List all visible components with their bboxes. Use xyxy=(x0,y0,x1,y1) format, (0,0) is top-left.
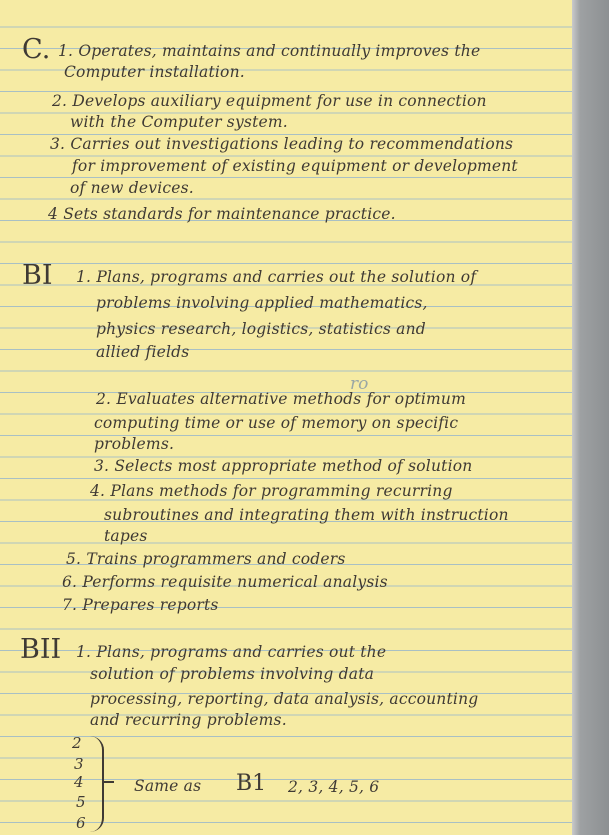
section-b1-line: 4. Plans methods for programming recurring xyxy=(90,482,453,500)
section-c-line: of new devices. xyxy=(70,179,194,197)
section-b1-line: problems. xyxy=(94,435,175,453)
section-c-line: Computer installation. xyxy=(64,63,245,81)
section-b1-line: physics research, logistics, statistics and xyxy=(96,320,426,338)
section-b1-line: tapes xyxy=(104,527,148,545)
section-c-line: with the Computer system. xyxy=(70,113,288,131)
section-c-line: 1. Operates, maintains and continually improves the xyxy=(58,42,481,60)
section-b1-line: allied fields xyxy=(96,343,190,361)
scan-background-edge xyxy=(572,0,609,835)
item-number: 5 xyxy=(76,793,86,811)
section-c-line: for improvement of existing equipment or development xyxy=(72,157,518,175)
section-c-line: 2. Develops auxiliary equipment for use in connection xyxy=(52,92,487,110)
section-b1-line: 2. Evaluates alternative methods for optimum xyxy=(96,390,467,408)
section-c-label: C. xyxy=(22,34,51,65)
item-number: 3 xyxy=(74,755,84,773)
section-b2-label: BII xyxy=(20,634,62,665)
section-c-line: 4 Sets standards for maintenance practice. xyxy=(48,205,396,223)
same-as-ref-items: 2, 3, 4, 5, 6 xyxy=(288,778,380,796)
section-b2-line: 1. Plans, programs and carries out the xyxy=(76,643,387,661)
section-b2-line: and recurring problems. xyxy=(90,711,287,729)
section-b1-line: problems involving applied mathematics, xyxy=(96,294,428,312)
section-b2-line: solution of problems involving data xyxy=(90,665,375,683)
section-b1-line: 7. Prepares reports xyxy=(62,596,219,614)
item-number: 4 xyxy=(74,773,84,791)
section-b1-line: 6. Performs requisite numerical analysis xyxy=(62,573,388,591)
item-number: 6 xyxy=(76,814,86,832)
curly-brace-tip xyxy=(102,781,114,783)
section-b1-line: subroutines and integrating them with instruction xyxy=(104,506,509,524)
curly-brace xyxy=(88,736,104,832)
section-b1-label: BI xyxy=(22,260,53,291)
same-as-note: Same as xyxy=(134,777,202,795)
section-c-line: 3. Carries out investigations leading to recommendations xyxy=(50,135,514,153)
section-b2-line: processing, reporting, data analysis, accounting xyxy=(90,690,479,708)
stray-mark: ro xyxy=(350,374,369,394)
section-b1-line: computing time or use of memory on specific xyxy=(94,414,459,432)
same-as-ref-label: B1 xyxy=(236,771,267,796)
section-b1-line: 5. Trains programmers and coders xyxy=(66,550,346,568)
item-number: 2 xyxy=(72,734,82,752)
section-b1-line: 1. Plans, programs and carries out the solution of xyxy=(76,268,477,286)
section-b1-line: 3. Selects most appropriate method of solution xyxy=(94,457,473,475)
